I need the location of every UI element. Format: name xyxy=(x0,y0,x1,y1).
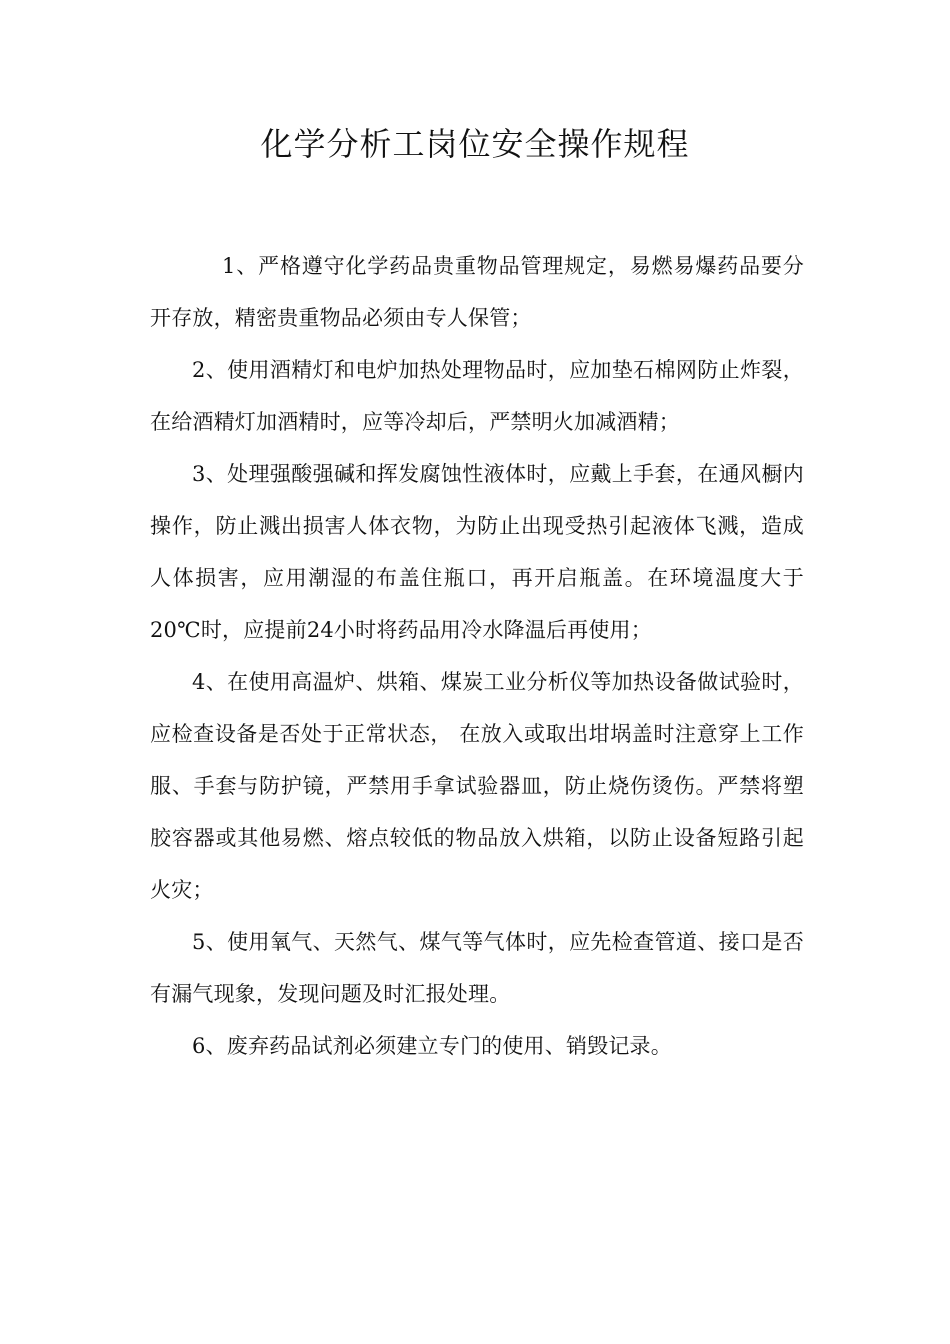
rule-paragraph-6: 6、废弃药品试剂必须建立专门的使用、销毁记录。 xyxy=(192,1034,672,1058)
rule-paragraph-1: 1、严格遵守化学药品贵重物品管理规定，易燃易爆药品要分开存放，精密贵重物品必须由专人保管； xyxy=(150,254,804,330)
rule-paragraph-3: 3、处理强酸强碱和挥发腐蚀性液体时，应戴上手套，在通风橱内操作，防止溅出损害人体衣物，为防止出现受热引起液体飞溅，造成人体损害，应用潮湿的布盖住瓶口，再开启瓶盖。在环境温度大于20℃时，应提前24小时将药品用冷水降温后再使用； xyxy=(150,462,804,642)
document-body xyxy=(150,240,804,1072)
rule-paragraph-4: 4、在使用高温炉、烘箱、煤炭工业分析仪等加热设备做试验时，应检查设备是否处于正常状态， 在放入或取出坩埚盖时注意穿上工作服、手套与防护镜，严禁用手拿试验器皿，防止烧伤烫伤。严禁将塑胶容器或其他易燃、熔点较低的物品放入烘箱，以防止设备短路引起火灾； xyxy=(150,670,804,902)
document-title: 化学分析工岗位安全操作规程 xyxy=(260,125,690,163)
rule-paragraph-2: 2、使用酒精灯和电炉加热处理物品时，应加垫石棉网防止炸裂，在给酒精灯加酒精时，应等冷却后，严禁明火加减酒精； xyxy=(150,358,804,434)
rule-paragraph-5: 5、使用氧气、天然气、煤气等气体时，应先检查管道、接口是否有漏气现象，发现问题及时汇报处理。 xyxy=(150,930,804,1006)
